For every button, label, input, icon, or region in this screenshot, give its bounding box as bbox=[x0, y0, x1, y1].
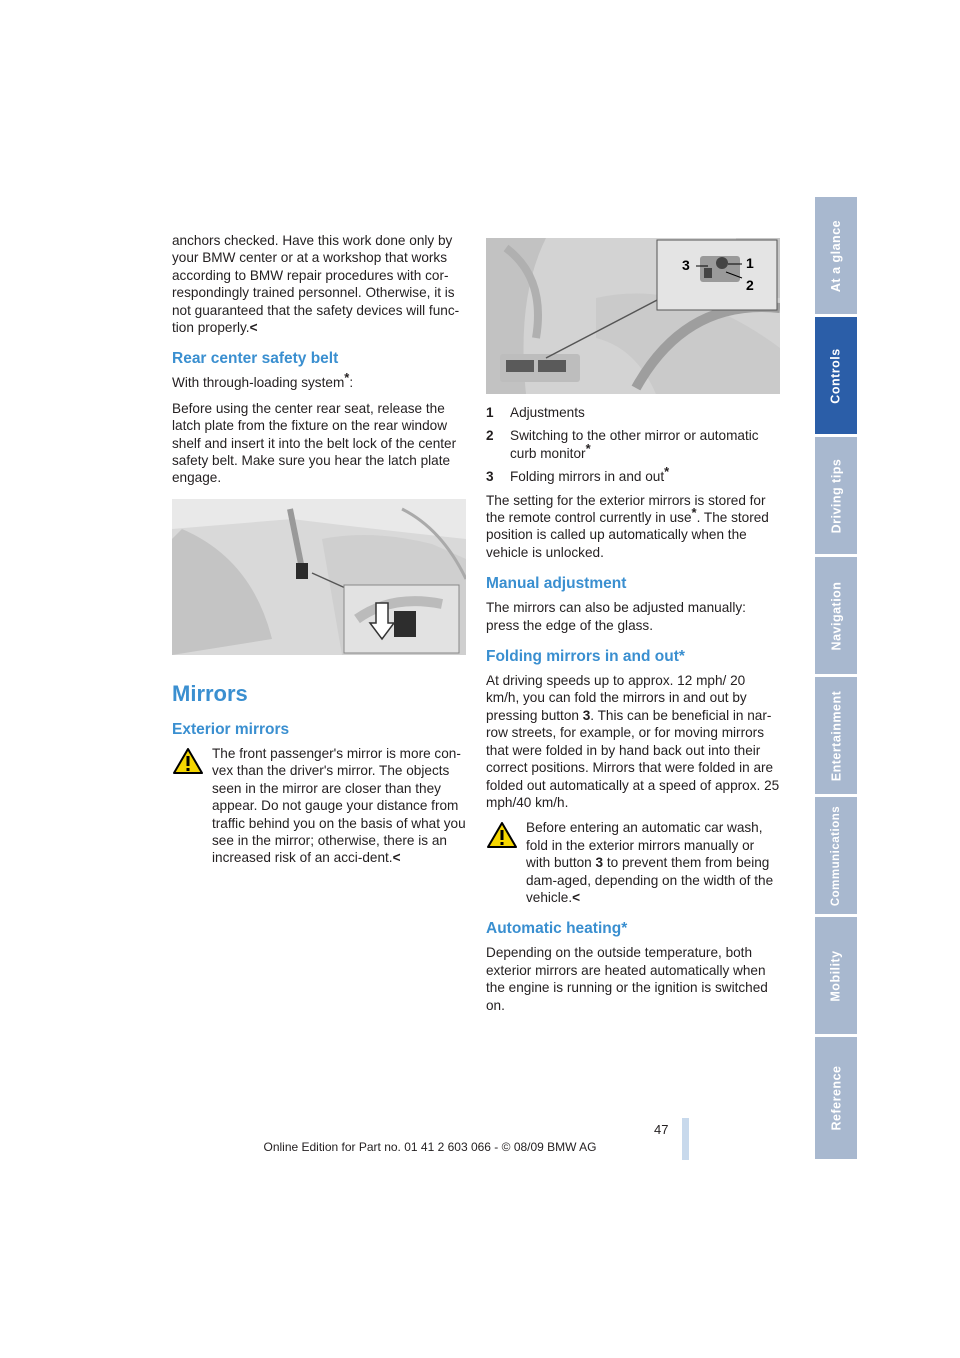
tab-entertainment[interactable]: Entertainment bbox=[815, 677, 857, 794]
callout-1: 1 bbox=[746, 255, 754, 271]
warning-car-wash: Before entering an automatic car wash, fold in the exterior mirrors manually or with button 3 to prevent them from being dam-aged, depending on the width of the vehicle.< bbox=[486, 819, 782, 906]
page-number: 47 bbox=[654, 1122, 669, 1137]
rear-belt-paragraph: Before using the center rear seat, release the latch plate from the fixture on the rear window shelf and insert it into the belt lock of the center safety belt. Make sure you hear the latch plate engage. bbox=[172, 400, 457, 486]
heading-exterior-mirrors: Exterior mirrors bbox=[172, 720, 290, 738]
heading-rear-center-safety-belt: Rear center safety belt bbox=[172, 350, 339, 368]
heading-manual-adjustment: Manual adjustment bbox=[486, 575, 627, 593]
intro-paragraph: anchors checked. Have this work done only by your BMW center or at a workshop that works according to BMW repair procedures with cor-respondingly trained personnel. Otherwise, it is not guaranteed that the safety devices will func-tion properly.< bbox=[172, 233, 460, 336]
tab-communications[interactable]: Communications bbox=[815, 797, 857, 914]
side-navigation bbox=[815, 197, 857, 1159]
heading-mirrors: Mirrors bbox=[172, 680, 248, 706]
heating-paragraph: Depending on the outside temperature, both exterior mirrors are heated automatically when the engine is running or the ignition is switched on. bbox=[486, 945, 768, 1013]
mirror-control-illustration bbox=[486, 238, 780, 394]
list-item: 2 Switching to the other mirror or automatic curb monitor* bbox=[486, 428, 759, 461]
rear-seat-belt-illustration bbox=[172, 499, 466, 655]
tab-controls[interactable]: Controls bbox=[815, 317, 857, 434]
tab-mobility[interactable]: Mobility bbox=[815, 917, 857, 1034]
list-item: 1 Adjustments bbox=[486, 405, 585, 420]
heading-automatic-heating: Automatic heating* bbox=[486, 920, 628, 938]
warning-exterior-mirrors: The front passenger's mirror is more con-vex than the driver's mirror. The objects seen in the mirror are closer than they appear. Do not gauge your distance from traffic behind you on the basis of what you see in the mirror; otherwise, there is an increased risk of an acci-dent.< bbox=[172, 745, 468, 867]
tab-at-a-glance[interactable]: At a glance bbox=[815, 197, 857, 314]
list-item: 3 Folding mirrors in and out* bbox=[486, 464, 670, 485]
through-loading-note: With through-loading system*: bbox=[172, 370, 354, 391]
tab-navigation[interactable]: Navigation bbox=[815, 557, 857, 674]
right-column bbox=[486, 404, 782, 1022]
manual-paragraph: The mirrors can also be adjusted manually: press the edge of the glass. bbox=[486, 600, 746, 633]
callout-2: 2 bbox=[746, 277, 754, 293]
footer: Online Edition for Part no. 01 41 2 603 066 - © 08/09 BMW AG bbox=[263, 1140, 597, 1154]
tab-reference[interactable]: Reference bbox=[815, 1037, 857, 1159]
left-column bbox=[172, 232, 468, 875]
folding-paragraph: At driving speeds up to approx. 12 mph/ 20 km/h, you can fold the mirrors in and out by pressing button 3. This can be beneficial in nar-row streets, for example, or for moving mirrors that were folded in by hand back out into their correct positions. Mirrors that were folded in are folded out automatically at a speed of approx. 25 mph/40 km/h. bbox=[486, 673, 780, 810]
tab-driving-tips[interactable]: Driving tips bbox=[815, 437, 857, 554]
warning-icon bbox=[172, 747, 204, 775]
callout-3: 3 bbox=[682, 257, 690, 273]
heading-folding-mirrors: Folding mirrors in and out* bbox=[486, 648, 685, 666]
warning-icon bbox=[486, 821, 518, 849]
setting-paragraph: The setting for the exterior mirrors is stored for the remote control currently in use*. The stored position is called up automatically when the vehicle is unlocked. bbox=[486, 492, 769, 560]
